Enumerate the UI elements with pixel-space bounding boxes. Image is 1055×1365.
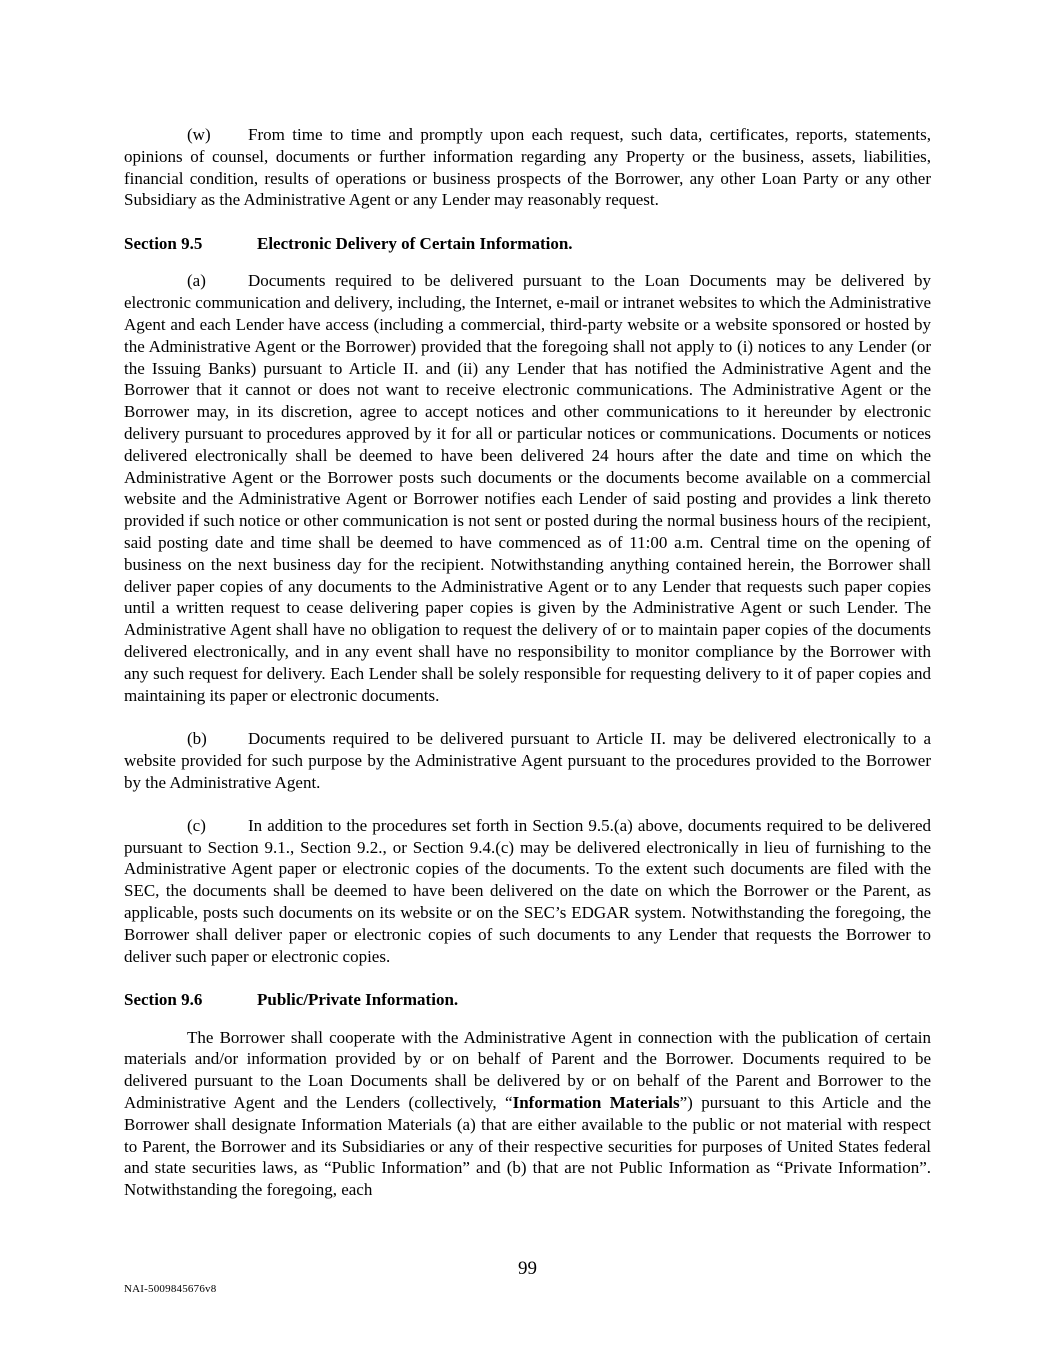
section-9-5-heading xyxy=(124,233,931,255)
document-page xyxy=(124,124,931,1223)
page-number: 99 xyxy=(518,1258,537,1279)
section-9-5-title: Electronic Delivery of Certain Information. xyxy=(257,233,573,253)
section-9-5-paragraph-a xyxy=(124,270,931,706)
section-9-5-b-text: Documents required to be delivered pursuant to Article II. may be delivered electronically to a website provided for such purpose by the Administrative Agent pursuant to the procedures provided to the Borrower by the Administrative Agent. xyxy=(124,728,931,792)
section-9-6-heading xyxy=(124,989,931,1011)
paragraph-w-marker: (w) xyxy=(187,125,211,144)
section-9-5-a-marker: (a) xyxy=(187,271,206,291)
section-9-6-number: Section 9.6 xyxy=(124,989,203,1009)
section-9-5-a-text: Documents required to be delivered pursuant to the Loan Documents may be delivered by electronic communication and delivery, including, the Internet, e-mail or intranet websites to which the Administrative Agent and each Lender have access (including a commercial, third-party website or a website sponsored or hosted by the Administrative Agent or the Borrower) provided that the foregoing shall not apply to (i) notices to any Lender (or the Issuing Banks) pursuant to Article II. and (ii) any Lender that has notified the Administrative Agent and the Borrower that it cannot or does not want to receive electronic communications. The Administrative Agent or the Borrower may, in its discretion, agree to accept notices and other communications to it hereunder by electronic delivery pursuant to procedures approved by it for all or particular notices or communications. Documents or notices delivered electronically shall be deemed to have been delivered 24 hours after the date and time on which the Administrative Agent or the Borrower posts such documents or the documents become available on a commercial website and the Administrative Agent or Borrower notifies each Lender of said posting and provides a link thereto provided if such notice or other communication is not sent or posted during the normal business hours of the recipient, said posting date and time shall be deemed to have commenced as of 11:00 a.m. Central time on the opening of business on the next business day for the recipient. Notwithstanding anything contained herein, the Borrower shall deliver paper copies of any documents to the Administrative Agent or to any Lender that requests such paper copies until a written request to cease delivering paper copies is given by the Administrative Agent or such Lender. The Administrative Agent shall have no obligation to request the delivery of or to maintain paper copies of the documents delivered electronically, and in any event shall have no responsibility to monitor compliance by the Borrower with any such request for delivery. Each Lender shall be solely responsible for requesting delivery to it of paper copies and maintaining its paper or electronic documents. xyxy=(124,271,931,705)
paragraph-w-text: From time to time and promptly upon each request, such data, certificates, reports, statements, opinions of counsel, documents or further information regarding any Property or the business, assets, liabilities, financial condition, results of operations or business prospects of the Borrower, any other Loan Party or any other Subsidiary as the Administrative Agent or any Lender may reasonably request. xyxy=(124,125,931,210)
section-9-6-paragraph xyxy=(124,1027,931,1201)
paragraph-w xyxy=(124,124,931,211)
section-9-5-number: Section 9.5 xyxy=(124,233,203,253)
section-9-6-text-end: ”) pursuant to this Article and the Borrower shall designate Information Materials (a) that are either available to the public or not material with respect to Parent, the Borrower and its Subsidiaries or any of their respective securities for purposes of United States federal and state securities laws, as “Public Information” and (b) that are not Public Information as “Private Information”. Notwithstanding the foregoing, each xyxy=(124,1093,931,1200)
section-9-6-text-start: The Borrower shall cooperate with the Administrative Agent in connection with the publication of certain materials and/or information provided by or on behalf of Parent and the Borrower. Documents required to be delivered pursuant to the Loan Documents shall be delivered by or on behalf of the Parent and Borrower to the Administrative Agent and the Lenders (collectively, “ xyxy=(124,1027,931,1113)
section-9-5-c-marker: (c) xyxy=(187,815,206,835)
section-9-5-b-marker: (b) xyxy=(187,728,207,748)
section-9-5-paragraph-c xyxy=(124,815,931,968)
information-materials-term: Information Materials xyxy=(512,1093,680,1113)
section-9-5-c-text: In addition to the procedures set forth in Section 9.5.(a) above, documents required to be delivered pursuant to Section 9.1., Section 9.2., or Section 9.4.(c) may be delivered electronically in lieu of furnishing to the Administrative Agent paper or electronic copies of the documents. To the extent such documents are filed with the SEC, the documents shall be deemed to have been delivered on the date on which the Borrower or the Parent, as applicable, posts such documents on its website or on the SEC’s EDGAR system. Notwithstanding the foregoing, the Borrower shall deliver paper or electronic copies of such documents to any Lender that requests the Borrower to deliver such paper or electronic copies. xyxy=(124,815,931,966)
section-9-5-paragraph-b xyxy=(124,728,931,793)
document-id: NAI-5009845676v8 xyxy=(124,1283,217,1295)
section-9-6-title: Public/Private Information. xyxy=(257,989,459,1009)
